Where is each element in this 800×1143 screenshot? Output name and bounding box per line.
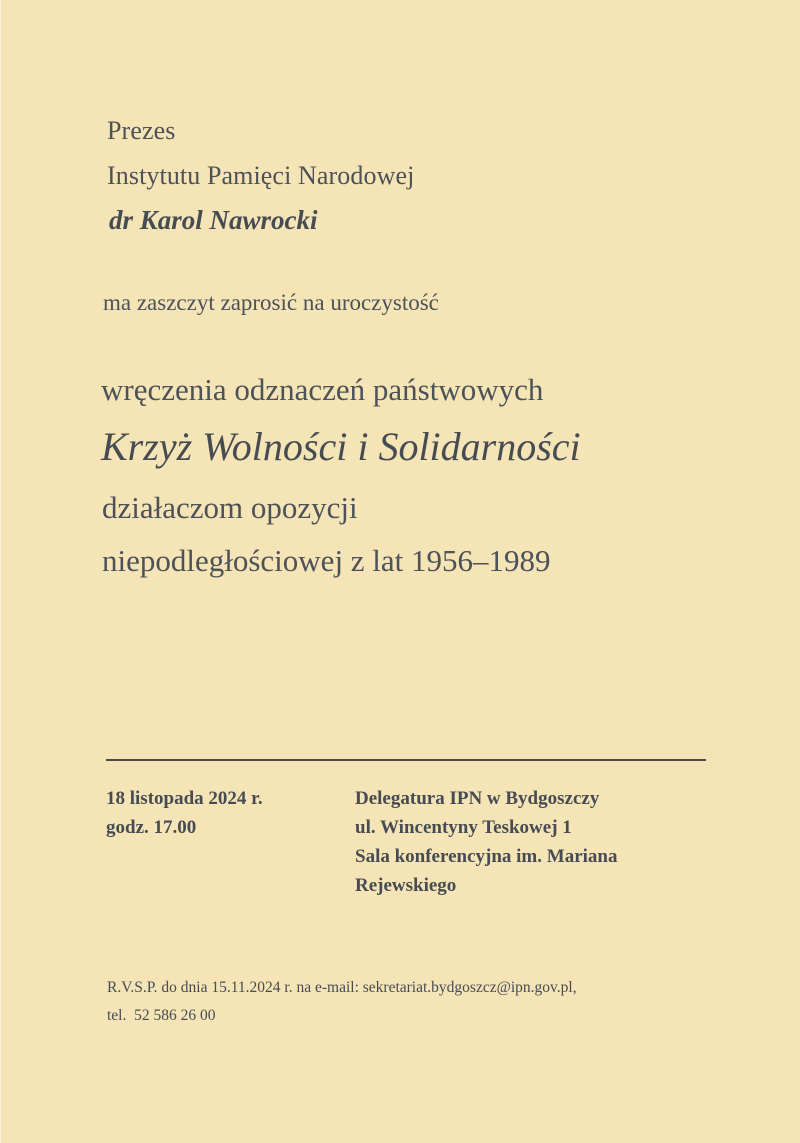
ceremony-line-4: niepodległościowej z lat 1956–1989 [102,543,551,578]
event-location [355,784,617,900]
invite-phrase: ma zaszczyt zaprosić na uroczystość [103,290,439,315]
divider-rule [106,759,706,761]
ceremony-line-1: wręczenia odznaczeń państwowych [101,372,544,407]
host-name: dr Karol Nawrocki [109,205,318,235]
rsvp-phone-line: tel. 52 586 26 00 [107,1007,216,1024]
rsvp-email-line: R.V.S.P. do dnia 15.11.2024 r. na e-mail: sekretariat.bydgoszcz@ipn.gov.pl, [107,979,577,996]
event-datetime [106,784,263,842]
location-line: ul. Wincentyny Teskowej 1 [355,817,572,838]
event-date: 18 listopada 2024 r. [106,788,263,809]
rsvp-block [107,974,577,1030]
location-line: Rejewskiego [355,875,457,896]
host-title: Prezes [107,116,176,145]
event-time: godz. 17.00 [106,817,197,838]
location-line: Delegatura IPN w Bydgoszczy [355,788,600,809]
page-edge [0,0,1,1143]
host-institution: Instytutu Pamięci Narodowej [107,161,415,190]
ceremony-line-3: działaczom opozycji [102,490,358,525]
location-line: Sala konferencyjna im. Mariana [355,846,618,867]
award-name: Krzyż Wolności i Solidarności [101,424,581,469]
